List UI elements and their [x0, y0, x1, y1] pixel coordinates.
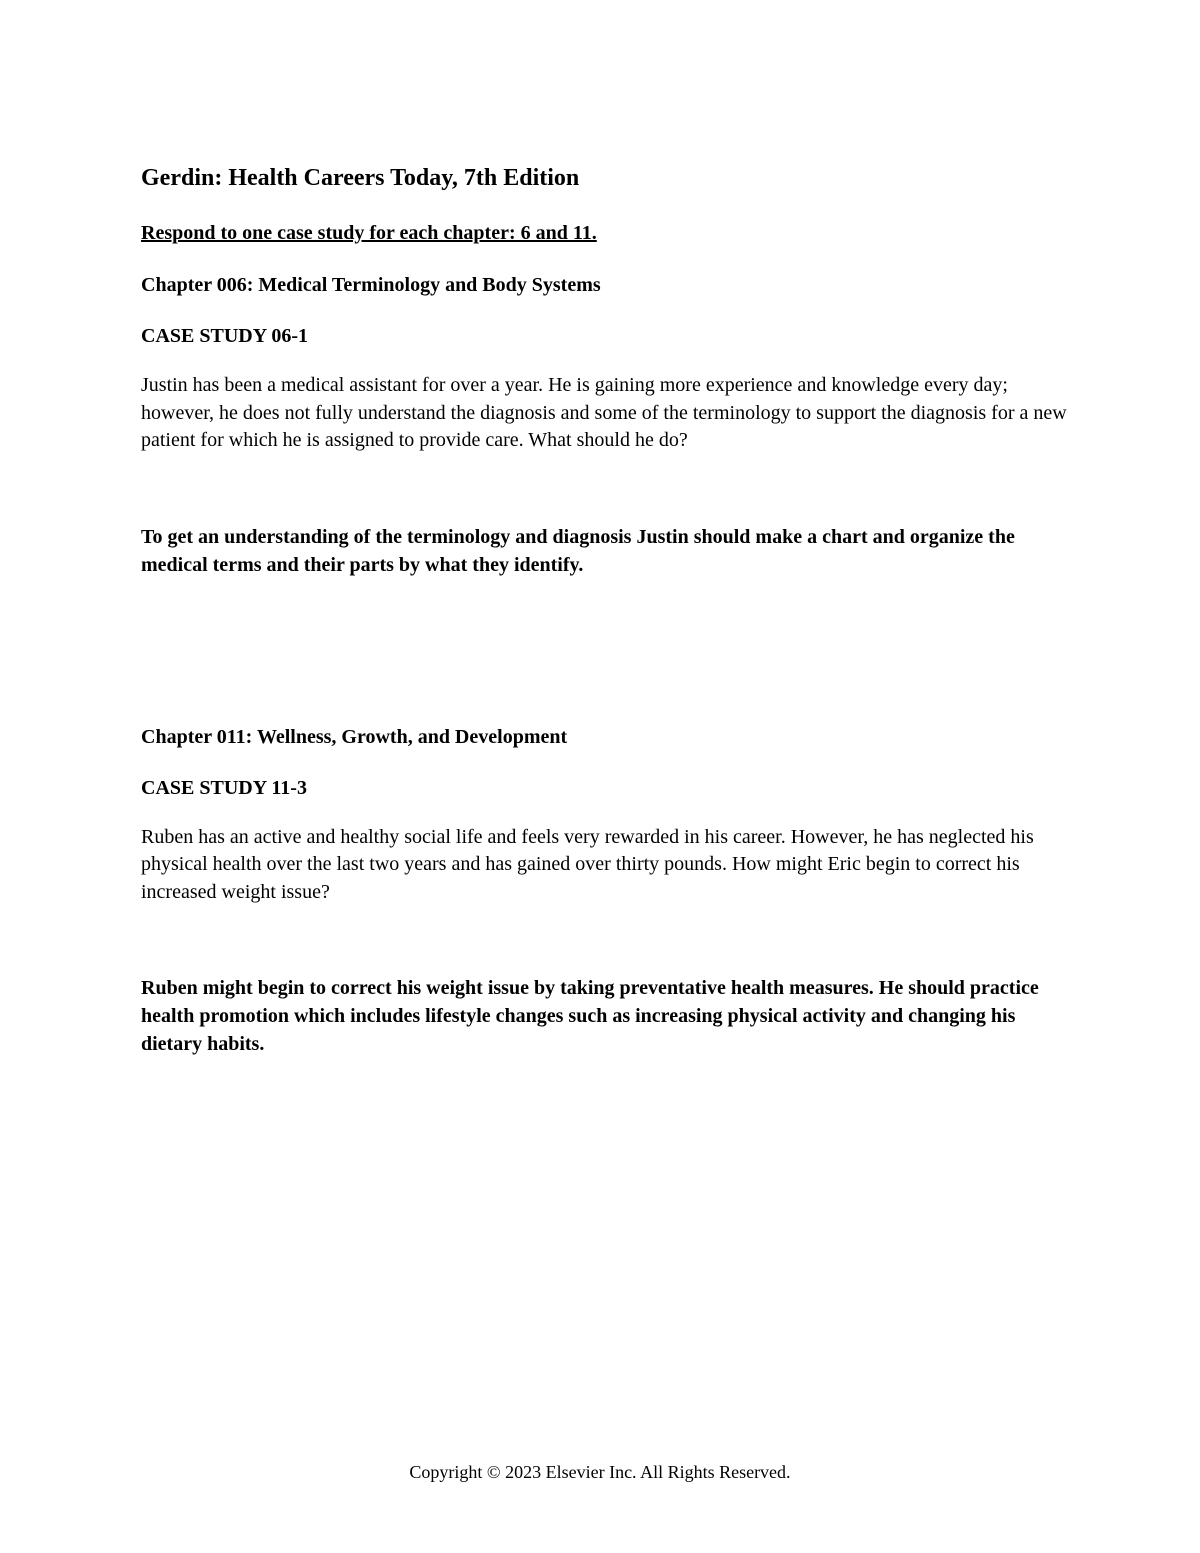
- case-study-answer: Ruben might begin to correct his weight issue by taking preventative health measures. He should practice health promotion which includes lifestyle changes such as increasing physical activity and changing his dietary habits.: [141, 977, 1039, 1055]
- case-study-answer: To get an understanding of the terminology and diagnosis Justin should make a chart and organize the medical terms and their parts by what they identify.: [141, 525, 1015, 576]
- chapter-heading: Chapter 011: Wellness, Growth, and Development: [141, 725, 568, 748]
- case-study-text: Ruben has an active and healthy social life and feels very rewarded in his career. However, he has neglected his physical health over the last two years and has gained over thirty pounds. How might Eric begin to correct his increased weight issue?: [141, 825, 1034, 903]
- case-study-text: Justin has been a medical assistant for over a year. He is gaining more experience and knowledge every day; however, he does not fully understand the diagnosis and some of the terminology to support the diagnosis for a new patient for which he is assigned to provide care. What should he do?: [141, 374, 1067, 451]
- case-study-heading: CASE STUDY 11-3: [141, 776, 307, 799]
- copyright-footer: Copyright © 2023 Elsevier Inc. All Rights Reserved.: [409, 1462, 791, 1482]
- section-chapter-11: [141, 722, 1071, 1059]
- chapter-heading: Chapter 006: Medical Terminology and Body Systems: [141, 274, 601, 296]
- case-study-heading: CASE STUDY 06-1: [141, 325, 309, 347]
- assignment-instruction: Respond to one case study for each chapter: 6 and 11.: [141, 222, 597, 244]
- section-chapter-6: [141, 270, 1071, 579]
- document-title: Gerdin: Health Careers Today, 7th Edition: [141, 165, 580, 191]
- document-body: [141, 160, 1071, 1058]
